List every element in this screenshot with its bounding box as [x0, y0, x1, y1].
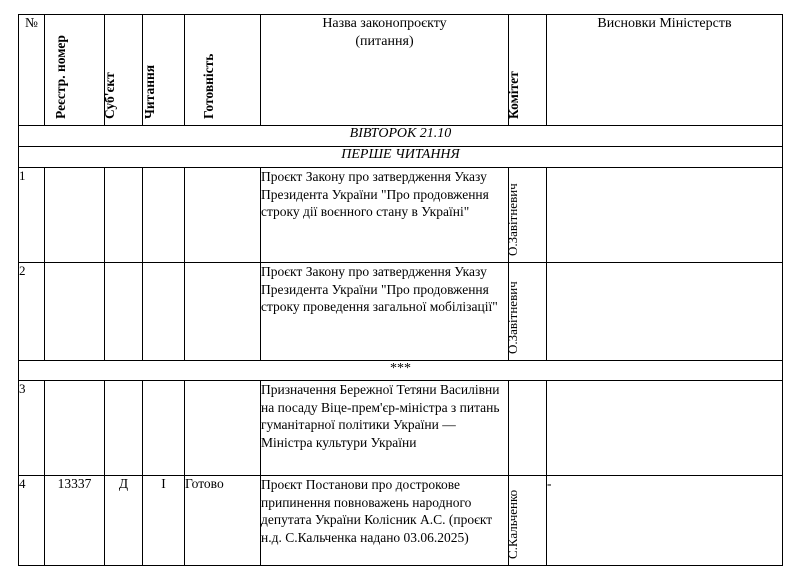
row-reg-number: 13337: [45, 476, 105, 566]
row-num: 4: [19, 476, 45, 566]
row-reading: [143, 168, 185, 263]
row-readiness: Готово: [185, 476, 261, 566]
row-subject: [105, 263, 143, 361]
row-num: 1: [19, 168, 45, 263]
header-readiness: Готовність: [185, 15, 261, 126]
row-committee: [509, 381, 547, 476]
row-title: Проєкт Постанови про дострокове припинення повноважень народного депутата України Колісник А.С. (проєкт н.д. С.Кальченка надано 03.06.2025): [261, 476, 509, 566]
row-conclusions: [547, 263, 783, 361]
row-conclusions: -: [547, 476, 783, 566]
row-committee: С.Кальченко: [509, 476, 547, 566]
row-conclusions: [547, 168, 783, 263]
header-title-main: Назва законопроєкту: [322, 16, 447, 31]
section-row-day: [19, 126, 783, 147]
row-readiness: [185, 263, 261, 361]
header-title: [261, 15, 509, 126]
row-reading: [143, 263, 185, 361]
row-reg-number: [45, 168, 105, 263]
row-readiness: [185, 168, 261, 263]
section-row-reading: [19, 147, 783, 168]
header-conclusions: Висновки Міністерств: [547, 15, 783, 126]
row-conclusions: [547, 381, 783, 476]
table-row: [19, 476, 783, 566]
row-subject: [105, 381, 143, 476]
row-reg-number: [45, 263, 105, 361]
row-committee: О.Завітневич: [509, 263, 547, 361]
section-label-day: ВІВТОРОК 21.10: [19, 126, 783, 147]
separator-stars: ***: [19, 361, 783, 381]
table-row: [19, 263, 783, 361]
table-row: [19, 381, 783, 476]
header-reg-number: Реєстр. номер: [45, 15, 105, 126]
row-readiness: [185, 381, 261, 476]
header-reading: Читання: [143, 15, 185, 126]
row-num: 3: [19, 381, 45, 476]
header-committee: Комітет: [509, 15, 547, 126]
table-header-row: [19, 15, 783, 126]
section-label-reading: ПЕРШЕ ЧИТАННЯ: [19, 147, 783, 168]
separator-row: [19, 361, 783, 381]
table-row: [19, 168, 783, 263]
header-title-sub: (питання): [355, 33, 414, 49]
row-num: 2: [19, 263, 45, 361]
row-title: Проєкт Закону про затвердження Указу Президента України "Про продовження строку проведення загальної мобілізації": [261, 263, 509, 361]
row-committee: О.Завітневич: [509, 168, 547, 263]
agenda-table: [18, 14, 783, 566]
row-subject: Д: [105, 476, 143, 566]
header-num: №: [19, 15, 45, 126]
row-subject: [105, 168, 143, 263]
header-subject: Суб'єкт: [105, 15, 143, 126]
row-title: Призначення Бережної Тетяни Василівни на посаду Віце-прем'єр-міністра з питань гуманітарної політики України — Міністра культури України: [261, 381, 509, 476]
row-reading: [143, 381, 185, 476]
row-reading: І: [143, 476, 185, 566]
row-title: Проєкт Закону про затвердження Указу Президента України "Про продовження строку дії воєнного стану в Україні": [261, 168, 509, 263]
row-reg-number: [45, 381, 105, 476]
